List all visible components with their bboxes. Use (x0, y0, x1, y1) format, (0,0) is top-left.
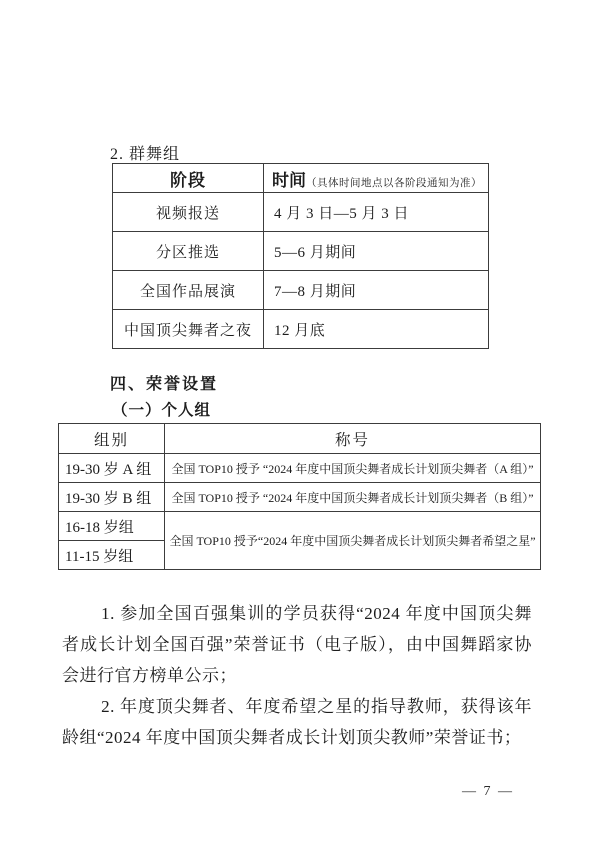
honor-section-heading: 四、荣誉设置 (110, 376, 219, 393)
table-row (59, 454, 541, 483)
body-paragraphs (62, 598, 532, 753)
table-row (59, 483, 541, 512)
table-row (113, 232, 489, 271)
schedule-time-cell: 5—6 月期间 (264, 232, 489, 271)
honor-title-cell: 全国 TOP10 授予 “2024 年度中国顶尖舞者成长计划顶尖舞者（A 组）” (165, 454, 541, 483)
honor-header-group: 组别 (59, 424, 165, 454)
honor-group-cell: 19-30 岁 B 组 (59, 483, 165, 512)
schedule-header-row (113, 164, 489, 193)
schedule-header-stage: 阶段 (113, 164, 264, 193)
schedule-header-time (264, 164, 489, 193)
table-row (113, 310, 489, 349)
honor-group-cell: 16-18 岁组 (59, 512, 165, 541)
honor-title-cell: 全国 TOP10 授予 “2024 年度中国顶尖舞者成长计划顶尖舞者（B 组）” (165, 483, 541, 512)
paragraph-2: 2. 年度顶尖舞者、年度希望之星的指导教师，获得该年龄组“2024 年度中国顶尖舞者成长计划顶尖教师”荣誉证书； (62, 697, 532, 747)
schedule-stage-cell: 全国作品展演 (113, 271, 264, 310)
honor-header-row (59, 424, 541, 454)
schedule-stage-cell: 分区推选 (113, 232, 264, 271)
schedule-time-cell: 12 月底 (264, 310, 489, 349)
table-row (59, 512, 541, 541)
honor-table (58, 423, 541, 570)
group-dance-heading: 2. 群舞组 (110, 146, 181, 163)
honor-header-title: 称号 (165, 424, 541, 454)
schedule-time-cell: 4 月 3 日—5 月 3 日 (264, 193, 489, 232)
honor-title-merged-cell: 全国 TOP10 授予“2024 年度中国顶尖舞者成长计划顶尖舞者希望之星” (165, 512, 541, 570)
schedule-header-time-note: （具体时间地点以各阶段通知为准） (306, 177, 482, 189)
paragraph-1: 1. 参加全国百强集训的学员获得“2024 年度中国顶尖舞者成长计划全国百强”荣誉证书（电子版），由中国舞蹈家协会进行官方榜单公示； (62, 604, 532, 685)
schedule-stage-cell: 视频报送 (113, 193, 264, 232)
honor-group-cell: 19-30 岁 A 组 (59, 454, 165, 483)
honor-group-cell: 11-15 岁组 (59, 541, 165, 570)
schedule-time-cell: 7—8 月期间 (264, 271, 489, 310)
table-row (113, 193, 489, 232)
schedule-stage-cell: 中国顶尖舞者之夜 (113, 310, 264, 349)
table-row (113, 271, 489, 310)
schedule-header-time-label: 时间 (272, 170, 306, 190)
schedule-table (112, 163, 489, 349)
page-number: — 7 — (462, 784, 514, 799)
individual-group-heading: （一）个人组 (112, 402, 212, 419)
